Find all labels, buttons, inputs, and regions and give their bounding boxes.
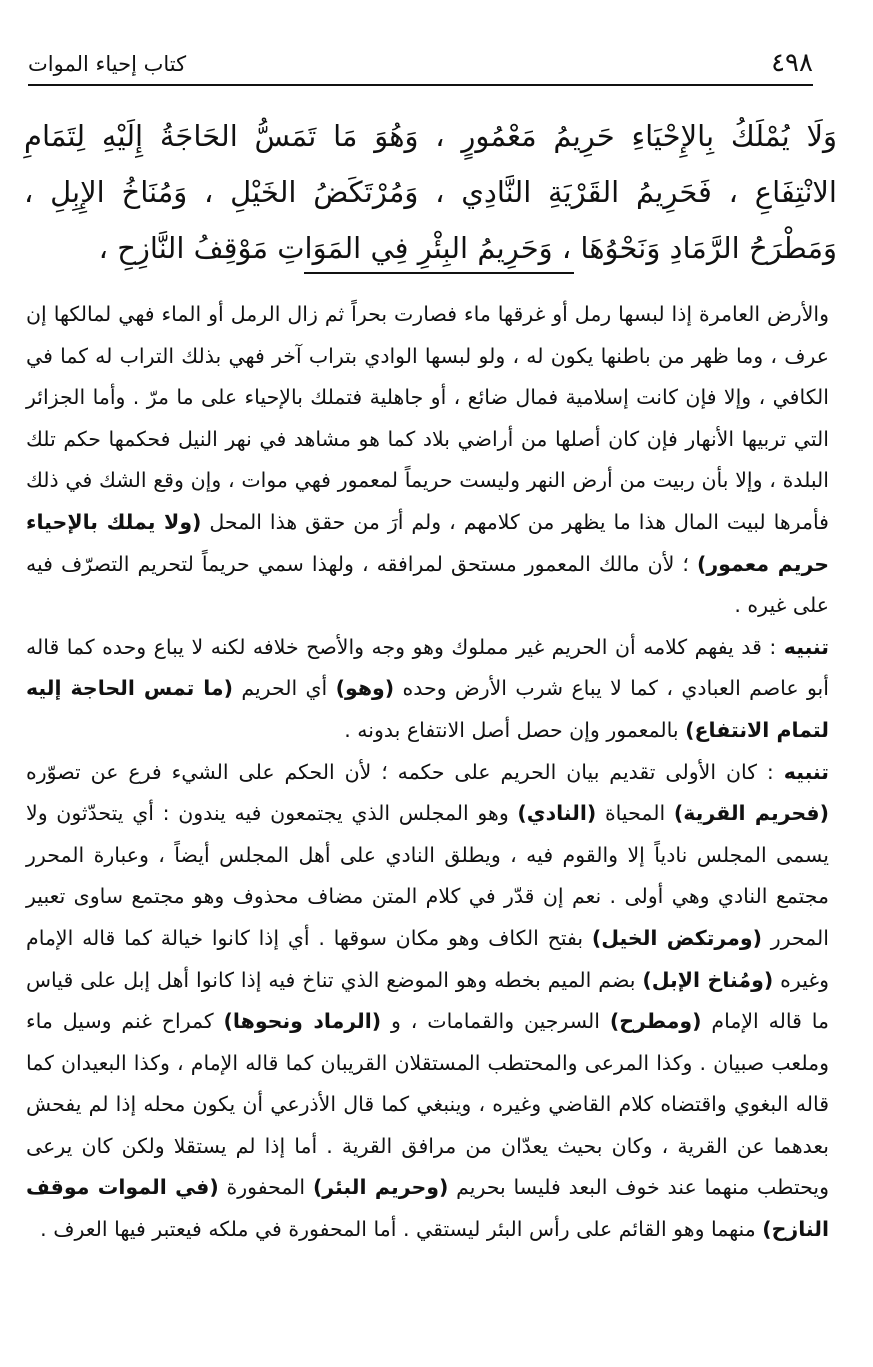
- quoted-matn: (وهو): [335, 676, 395, 701]
- commentary-text: المحياة: [604, 801, 666, 826]
- quoted-matn: (ما تمس الحاجة إليه لتمام الانتفاع): [26, 676, 829, 742]
- quoted-matn: (ومُناخ الإبل): [642, 967, 774, 992]
- quoted-matn: (النادي): [517, 801, 597, 826]
- commentary-text: بفتح الكاف وهو مكان سوقها . أي إذا كانوا خيالة كما قاله الإمام وغيره: [26, 925, 829, 992]
- running-title: كتاب إحياء الموات: [28, 52, 187, 76]
- commentary-note: [26, 752, 829, 1251]
- quoted-matn: (في الموات موقف النازح): [26, 1175, 829, 1242]
- commentary-note: [26, 627, 829, 752]
- commentary-text: منهما وهو القائم على رأس البئر ليستقي . أما المحفورة في ملكه فيعتبر فيها العرف .: [40, 1217, 756, 1242]
- page-header: [28, 44, 813, 86]
- commentary-text: وهو المجلس الذي يجتمعون فيه يندون : أي يتحدّثون ولا يسمى المجلس نادياً إلا والقوم فيه ، ويطلق النادي على أهل المجلس أيضاً ، وعبارة المحرر مجتمع النادي وهي أولى . نعم إن قدّر في كلام المتن مضاف محذوف وهو مجتمع ساوى تعبير المحرر: [26, 801, 829, 950]
- note-label: تنبيه: [783, 634, 829, 659]
- commentary-text: : قد يفهم كلامه أن الحريم غير مملوك وهو وجه والأصح خلافه لكنه لا يباع وحده كما قاله أبو عاصم العبادي ، كما لا يباع شرب الأرض وحده: [26, 634, 829, 701]
- commentary-text: ؛ لأن مالك المعمور مستحق لمرافقه ، ولهذا سمي حريماً لتحريم التصرّف فيه على غيره .: [26, 551, 829, 618]
- commentary-text: السرجين والقمامات ، و: [391, 1009, 600, 1034]
- quoted-matn: (ومرتكض الخيل): [591, 925, 762, 950]
- commentary-text: بالمعمور وإن حصل أصل الانتفاع بدونه .: [344, 717, 679, 742]
- commentary-text: بضم الميم بخطه وهو الموضع الذي تناخ فيه إذا كانوا أهل إبل على قياس ما قاله الإمام: [26, 967, 829, 1034]
- page-number: ٤٩٨: [771, 48, 813, 78]
- quoted-matn: (وحريم البئر): [312, 1175, 449, 1200]
- commentary-text: كمراح غنم وسيل ماء وملعب صبيان . وكذا المرعى والمحتطب المستقلان القريبان كما قاله الإمام ، وكذا البعيدان كما قاله البغوي واقتضاه كلام القاضي وغيره ، وينبغي كما قال الأذرعي أن يكون محله إذا لم يفحش بعدهما عن القرية ، وكان بحيث يعدّان من مرافق القرية . أما إذا لم يستقلا ولكن كان يرعى ويحتطب منهما عند خوف البعد فليسا بحريم: [26, 1009, 829, 1200]
- matn-divider: [304, 272, 574, 274]
- matn-text: وَلَا يُمْلَكُ بِالإِحْيَاءِ حَرِيمُ مَعْمُورٍ ، وَهُوَ مَا تَمَسُّ الحَاجَةُ إِلَيْهِ لِتَمَامِ الانْتِفَاعِ ، فَحَرِيمُ القَرْيَةِ النَّادِي ، وَمُرْتَكَضُ الخَيْلِ ، وَمُنَاخُ الإِبِلِ ، وَمَطْرَحُ الرَّمَادِ وَنَحْوُهَا ، وَحَرِيمُ البِئْرِ فِي المَوَاتِ مَوْقِفُ النَّازِحِ ،: [24, 119, 837, 265]
- commentary-paragraph: [26, 294, 829, 627]
- commentary: [26, 294, 829, 1251]
- note-label: تنبيه: [783, 759, 829, 784]
- commentary-text: والأرض العامرة إذا لبسها رمل أو غرقها ماء فصارت بحراً ثم زال الرمل أو الماء فهي لمالكها إن عرف ، وما ظهر من باطنها يكون له ، ولو لبسها الوادي بتراب آخر فهي بذلك التراب له كما في الكافي ، وإلا فإن كانت إسلامية فمال ضائع ، أو جاهلية فتملك بالإحياء على ما مرّ . وأما الجزائر التي تربيها الأنهار فإن كان أصلها من أراضي بلاد كما هو مشاهد في نهر النيل فحكمها حكم تلك البلدة ، وإلا بأن ربيت من أرض النهر وليست حريماً لمعمور فهي موات ، وإن وقع الشك في ذلك فأمرها لبيت المال هذا ما يظهر من كلامهم ، ولم أرَ من حقق هذا المحل: [26, 302, 829, 534]
- commentary-text: أي الحريم: [241, 676, 328, 701]
- commentary-text: : كان الأولى تقديم بيان الحريم على حكمه ؛ لأن الحكم على الشيء فرع عن تصوّره: [26, 759, 774, 784]
- quoted-matn: (ومطرح): [609, 1009, 702, 1034]
- commentary-text: المحفورة: [226, 1175, 306, 1200]
- quoted-matn: (الرماد ونحوها): [223, 1009, 382, 1034]
- quoted-matn: (ولا يملك بالإحياء حريم معمور): [26, 509, 829, 576]
- quoted-matn: (فحريم القرية): [673, 801, 829, 826]
